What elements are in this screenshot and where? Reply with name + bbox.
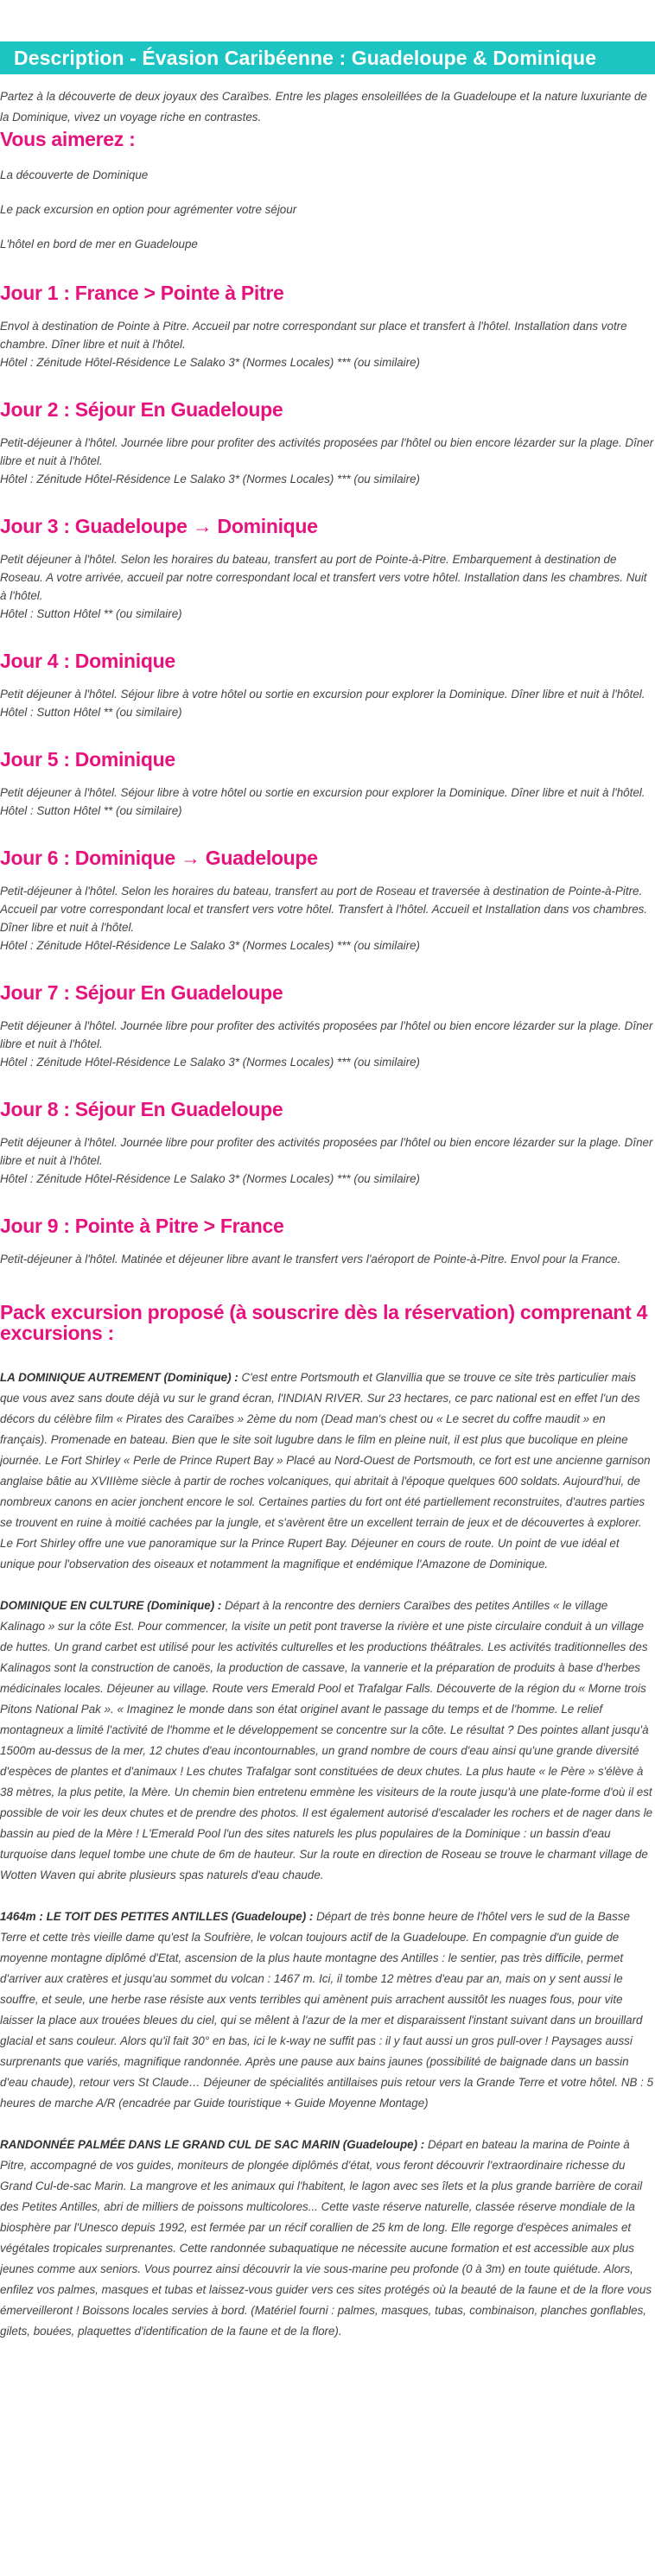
excursion-name: 1464m : LE TOIT DES PETITES ANTILLES (Guadeloupe) : <box>0 1910 314 1923</box>
day-hotel: Hôtel : Zénitude Hôtel-Résidence Le Salako 3* (Normes Locales) *** (ou similaire) <box>0 939 420 952</box>
day-5 <box>0 748 655 820</box>
day-title: Jour 9 : Pointe à Pitre > France <box>0 1215 284 1237</box>
excursion-item <box>0 1907 655 2114</box>
day-hotel: Hôtel : Zénitude Hôtel-Résidence Le Salako 3* (Normes Locales) *** (ou similaire) <box>0 356 420 369</box>
likes-item: L'hôtel en bord de mer en Guadeloupe <box>0 238 198 251</box>
page <box>0 41 655 2342</box>
day-8 <box>0 1098 655 1188</box>
day-9 <box>0 1215 655 1268</box>
day-title: Jour 2 : Séjour En Guadeloupe <box>0 398 283 421</box>
day-title: Jour 6 : Dominique → Guadeloupe <box>0 847 318 869</box>
day-title: Jour 1 : France > Pointe à Pitre <box>0 282 284 304</box>
day-hotel: Hôtel : Sutton Hôtel ** (ou similaire) <box>0 706 182 719</box>
page-title: Description - Évasion Caribéenne : Guadeloupe & Dominique <box>14 46 597 69</box>
day-hotel: Hôtel : Sutton Hôtel ** (ou similaire) <box>0 804 182 817</box>
likes-item: La découverte de Dominique <box>0 168 149 181</box>
day-2 <box>0 398 655 488</box>
excursion-name: DOMINIQUE EN CULTURE (Dominique) : <box>0 1599 222 1612</box>
day-description: Petit déjeuner à l'hôtel. Journée libre pour profiter des activités proposées par l'hôtel ou bien encore lézarder sur la plage. Dîner libre et nuit à l'hôtel. <box>0 1136 653 1167</box>
day-description: Petit-déjeuner à l'hôtel. Selon les horaires du bateau, transfert au port de Roseau et traversée à destination de Pointe-à-Pitre. Accueil par votre correspondant local et transfert vers votre hôtel. Transfert à l'hôtel. Accueil et Installation dans vos chambres. Dîner libre et nuit à l'hôtel. <box>0 885 648 934</box>
likes-list <box>0 165 655 255</box>
day-3 <box>0 515 655 623</box>
day-description: Petit-déjeuner à l'hôtel. Matinée et déjeuner libre avant le transfert vers l'aéroport de Pointe-à-Pitre. Envol pour la France. <box>0 1253 621 1266</box>
day-4 <box>0 650 655 721</box>
day-hotel: Hôtel : Sutton Hôtel ** (ou similaire) <box>0 607 182 620</box>
excursion-text: Départ de très bonne heure de l'hôtel vers le sud de la Basse Terre et cette très vieille dame qu'est la Soufrière, le volcan toujours actif de la Guadeloupe. En compagnie d'un guide de moyenne montagne diplômé d'Etat, ascension de la plus haute montagne des Antilles : le sentier, pas très difficile, permet d'arriver aux cratères et jusqu'au sommet du volcan : 1467 m. Ici, il tombe 12 mètres d'eau par an, mais on y sent aussi le souffre, et seule, une herbe rase résiste aux vents terribles qui amènent puis arrachent aussitôt les nuages fous, pour vite laisser la place aux trouées bleues du ciel, qui se mêlent à l'azur de la mer et disparaissent l'instant suivant dans un brouillard glacial et sans couleur. Alors qu'il fait 30° en bas, ici le k-way ne suffit pas : il y faut aussi un gros pull-over ! Paysages aussi surprenants que variés, magnifique randonnée. Après une pause aux bains jaunes (possibilité de baignade dans un bassin d'eau chaude), retour vers St Claude… Déjeuner de spécialités antillaises puis retour vers la Grande Terre et votre hôtel. NB : 5 heures de marche A/R (encadrée par Guide touristique + Guide Moyenne Montage) <box>0 1910 654 2110</box>
excursion-item <box>0 1367 655 1575</box>
day-description: Petit déjeuner à l'hôtel. Journée libre pour profiter des activités proposées par l'hôtel ou bien encore lézarder sur la plage. Dîner libre et nuit à l'hôtel. <box>0 1019 653 1050</box>
day-title: Jour 7 : Séjour En Guadeloupe <box>0 981 283 1004</box>
day-description: Petit déjeuner à l'hôtel. Selon les horaires du bateau, transfert au port de Pointe-à-Pitre. Embarquement à destination de Roseau. A votre arrivée, accueil par notre correspondant local et transfert vers votre hôtel. Installation dans les chambres. Nuit à l'hôtel. <box>0 553 647 602</box>
day-title: Jour 8 : Séjour En Guadeloupe <box>0 1098 283 1120</box>
day-1 <box>0 282 655 371</box>
day-description: Petit déjeuner à l'hôtel. Séjour libre à votre hôtel ou sortie en excursion pour explorer la Dominique. Dîner libre et nuit à l'hôtel. <box>0 786 645 799</box>
day-hotel: Hôtel : Zénitude Hôtel-Résidence Le Salako 3* (Normes Locales) *** (ou similaire) <box>0 473 420 485</box>
day-title: Jour 4 : Dominique <box>0 650 175 672</box>
day-description: Petit-déjeuner à l'hôtel. Journée libre pour profiter des activités proposées par l'hôtel ou bien encore lézarder sur la plage. Dîner libre et nuit à l'hôtel. <box>0 436 654 467</box>
day-hotel: Hôtel : Zénitude Hôtel-Résidence Le Salako 3* (Normes Locales) *** (ou similaire) <box>0 1172 420 1185</box>
description-content <box>0 86 655 2342</box>
excursion-text: Départ à la rencontre des derniers Caraïbes des petites Antilles « le village Kalinago » sur la côte Est. Pour commencer, la visite un petit pont traverse la rivière et une piste circulaire conduit à un village de huttes. Un grand carbet est utilisé pour les activités culturelles et les productions théâtrales. Les activités traditionnelles des Kalinagos sont la construction de canoës, la production de cassave, la vannerie et la préparation de produits à base d'herbes médicinales locales. Déjeuner au village. Route vers Emerald Pool et Trafalgar Falls. Découverte de la région du « Morne trois Pitons National Pak ». « Imaginez le monde dans son état originel avant le passage du temps et de l'homme. Le relief montagneux a limité l'activité de l'homme et le développement se concentre sur la côte. Le résultat ? Des pointes allant jusqu'à 1500m au-dessus de la mer, 12 chutes d'eau incontournables, un grand nombre de cours d'eau ainsi qu'une grande diversité d'espèces de plantes et d'animaux ! Les chutes Trafalgar sont constituées de deux chutes. La plus haute « le Père » s'élève à 38 mètres, la plus petite, la Mère. Un chemin bien entretenu emmène les visiteurs de la route jusqu'à une plate-forme d'où il est possible de voir les deux chutes et de prendre des photos. Il est également autorisé d'escalader les rochers et de nager dans le bassin au pied de la Mère ! L'Emerald Pool l'un des sites naturels les plus populaires de la Dominique : un bassin d'eau turquoise dans lequel tombe une chute de 6m de hauteur. Sur la route en direction de Roseau se trouve le charmant village de Wotten Waven qui abrite plusieurs spas naturels d'eau chaude. <box>0 1599 653 1881</box>
day-hotel: Hôtel : Zénitude Hôtel-Résidence Le Salako 3* (Normes Locales) *** (ou similaire) <box>0 1056 420 1069</box>
intro-paragraph: Partez à la découverte de deux joyaux des Caraïbes. Entre les plages ensoleillées de la Guadeloupe et la nature luxuriante de la Dominique, vivez un voyage riche en contrastes. <box>0 90 647 124</box>
day-7 <box>0 981 655 1071</box>
day-title: Jour 5 : Dominique <box>0 748 175 771</box>
day-description: Envol à destination de Pointe à Pitre. Accueil par notre correspondant sur place et transfert à l'hôtel. Installation dans votre chambre. Dîner libre et nuit à l'hôtel. <box>0 320 627 351</box>
day-6 <box>0 847 655 955</box>
title-banner <box>0 41 655 74</box>
excursion-name: LA DOMINIQUE AUTREMENT (Dominique) : <box>0 1371 238 1384</box>
excursion-item <box>0 2135 655 2342</box>
excursion-item <box>0 1596 655 1886</box>
likes-item: Le pack excursion en option pour agrémenter votre séjour <box>0 203 297 216</box>
excursion-text: C'est entre Portsmouth et Glanvillia que se trouve ce site très particulier mais que vous avez sans doute déjà vu sur le grand écran, l'INDIAN RIVER. Sur 23 hectares, ce parc national est en effet l'un des décors du célèbre film « Pirates des Caraïbes » 2ème du nom (Dead man's chest ou « Le secret du coffre maudit » en français). Promenade en bateau. Bien que le site soit lugubre dans le film en pleine nuit, il est plus que bucolique en pleine journée. Le Fort Shirley « Perle de Prince Rupert Bay » Placé au Nord-Ouest de Portsmouth, ce fort est une ancienne garnison anglaise bâtie au XVIIIème siècle à partir de roches volcaniques, qui abritait à l'époque quelques 600 soldats. Aujourd'hui, de nombreux canons en acier jonchent encore le sol. Certaines parties du fort ont été partiellement reconstruites, d'autres parties se trouvent en ruine à moitié cachées par la jungle, et s'avèrent être un excellent terrain de jeux et de découvertes à explorer. Le Fort Shirley offre une vue panoramique sur la Prince Rupert Bay. Déjeuner en cours de route. Un point de vue idéal et unique pour l'observation des oiseaux et notamment la magnifique et endémique l'Amazone de Dominique. <box>0 1371 651 1570</box>
day-title: Jour 3 : Guadeloupe → Dominique <box>0 515 318 537</box>
likes-title: Vous aimerez : <box>0 128 136 150</box>
day-description: Petit déjeuner à l'hôtel. Séjour libre à votre hôtel ou sortie en excursion pour explorer la Dominique. Dîner libre et nuit à l'hôtel. <box>0 688 645 701</box>
excursion-name: RANDONNÉE PALMÉE DANS LE GRAND CUL DE SAC MARIN (Guadeloupe) : <box>0 2138 425 2151</box>
excursions-title: Pack excursion proposé (à souscrire dès la réservation) comprenant 4 excursions : <box>0 1301 648 1344</box>
excursion-text: Départ en bateau la marina de Pointe à Pitre, accompagné de vos guides, moniteurs de plongée diplômés d'état, vous feront découvrir l'extraordinaire richesse du Grand Cul-de-sac Marin. La mangrove et les animaux qui l'habitent, le lagon avec ses îlets et la plus grande barrière de corail des Petites Antilles, abri de milliers de poissons multicolores... Cette vaste réserve naturelle, classée réserve mondiale de la biosphère par l'Unesco depuis 1992, est fermée par un récif corallien de 25 km de long. Elle regorge d'espèces animales et végétales tropicales surprenantes. Cette randonnée subaquatique ne nécessite aucune formation et est accessible aux plus jeunes comme aux seniors. Vous pourrez ainsi découvrir la vie sous-marine peu profonde (0 à 3m) en toute quiétude. Alors, enfilez vos palmes, masques et tubas et laissez-vous guider vers ces sites protégés où la beauté de la faune et de la flore vous émerveilleront ! Boissons locales servies à bord. (Matériel fourni : palmes, masques, tubas, combinaison, planches gonflables, gilets, bouées, plaquettes d'identification de la faune et de la flore). <box>0 2138 652 2338</box>
